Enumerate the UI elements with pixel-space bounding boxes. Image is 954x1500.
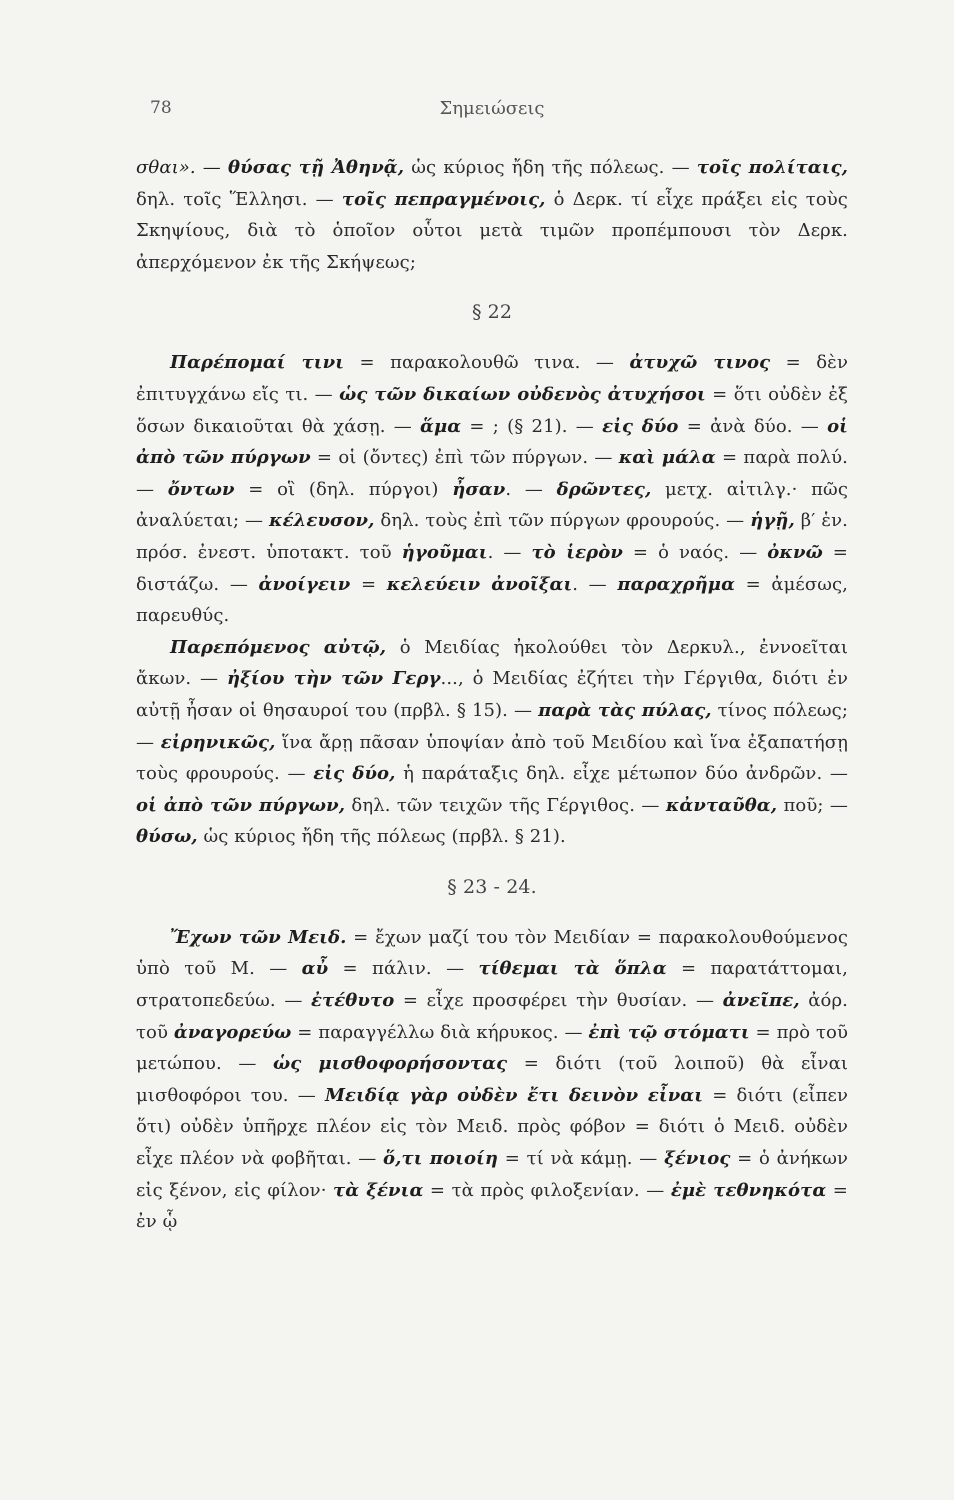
running-title: Σημειώσεις <box>439 98 545 119</box>
gloss-text: = ὅτι οὐδὲν ἐξ ὅσων δικαιοῦται θὰ χάσῃ. — <box>136 383 848 437</box>
paragraph <box>136 922 848 1238</box>
gloss-text: = τί νὰ κάμῃ. — <box>498 1148 665 1170</box>
gloss-text: = εἶχε προσφέρει τὴν θυσίαν. — <box>394 990 723 1012</box>
gloss-text: = οἳ (δηλ. πύργοι) <box>234 478 453 500</box>
lemma: τὸ ἱερὸν <box>531 541 623 563</box>
gloss-text: β′ ἑν. πρόσ. ἐνεστ. ὑποτακτ. τοῦ <box>136 510 848 563</box>
lemma: καὶ μάλα <box>618 447 716 469</box>
lemma: τοῖς πολίταις, <box>696 157 848 178</box>
lemma: κέλευσον, <box>269 510 375 532</box>
lemma: ἐπὶ τῷ στόματι <box>588 1021 750 1043</box>
lemma: παρὰ τὰς πύλας, <box>538 699 712 721</box>
lemma: ἠξίου τὴν τῶν Γεργ <box>226 668 441 690</box>
gloss-text: ..., ὁ Μειδίας ἐζήτει τὴν Γέργιθα, διότι ἐν αὐτῇ ἦσαν οἱ θησαυροί του (πρβλ. § 15). — <box>136 668 848 721</box>
lemma: ἅμα <box>420 415 462 437</box>
lemma: ἐμὲ τεθνηκότα <box>670 1179 827 1201</box>
lemma: Ἔχων τῶν Μειδ. <box>170 926 347 948</box>
lemma: Παρέπομαί τινι <box>170 352 344 374</box>
gloss-text: = ἀνὰ δύο. — <box>678 415 828 437</box>
lemma: εἰς δύο, <box>313 763 396 785</box>
lemma: ξένιος <box>664 1148 731 1170</box>
gloss-text: . — <box>572 573 618 595</box>
gloss-text: = οἱ (ὄντες) ἐπὶ τῶν πύργων. — <box>310 447 619 469</box>
section-heading: § 22 <box>471 301 513 324</box>
lemma: ὄντων <box>167 478 235 500</box>
lemma: ἡγῇ, <box>750 510 795 532</box>
lemma: ἦσαν <box>452 478 506 500</box>
paragraph <box>136 152 848 278</box>
lemma: κελεύειν ἀνοῖξαι <box>386 573 573 595</box>
gloss-text: ἀόρ. τοῦ <box>136 990 848 1043</box>
gloss-text: = ἐν ᾧ <box>136 1179 848 1233</box>
gloss-text: ὡς κύριος ἤδη τῆς πόλεως. — <box>404 157 697 178</box>
gloss-text: = διστάζω. — <box>136 541 848 595</box>
lemma: παραχρῆμα <box>617 573 736 595</box>
lemma: τὰ ξένια <box>333 1179 424 1201</box>
lemma: εἰς δύο <box>602 415 679 437</box>
lemma: εἰρηνικῶς, <box>160 731 276 753</box>
gloss-text: = δὲν ἐπιτυγχάνω εἴς τι. — <box>136 352 848 405</box>
gloss-text: = παρακολουθῶ τινα. — <box>344 352 630 374</box>
gloss-text: = παρὰ πολύ. — <box>136 447 848 500</box>
gloss-text: ὁ Μειδίας ἠκολούθει τὸν Δερκυλ., ἐννοεῖται ἄκων. — <box>136 636 849 690</box>
lemma: θύσας τῇ Ἀθηνᾷ, <box>228 157 405 178</box>
gloss-text: = ; (§ 21). — <box>461 415 603 437</box>
lemma: τίθεμαι τὰ ὅπλα <box>478 958 667 980</box>
gloss-text: = πρὸ τοῦ μετώπου. — <box>136 1021 849 1075</box>
section-heading: § 23 - 24. <box>447 875 537 898</box>
lemma: ἀνοίγειν <box>258 573 351 595</box>
lemma: ἐτέθυτο <box>311 990 395 1012</box>
lemma: τοῖς πεπραγμένοις, <box>341 188 546 210</box>
page-header <box>150 98 834 128</box>
lemma: ἀτυχῶ τινος <box>629 352 771 374</box>
lemma: κἀνταῦθα, <box>665 794 778 816</box>
gloss-text: = πάλιν. — <box>328 958 479 980</box>
gloss-text: . — <box>487 541 532 563</box>
lemma: θύσω, <box>136 826 198 848</box>
gloss-text: = ἔχων μαζί του τὸν Μειδίαν = παρακολουθούμενος ὑπὸ τοῦ Μ. — <box>136 926 848 980</box>
gloss-text: = τὰ πρὸς φιλοξενίαν. — <box>423 1179 671 1201</box>
gloss-text: τίνος πόλεως; — <box>136 699 848 753</box>
gloss-text: δηλ. τοὺς ἐπὶ τῶν πύργων φρουρούς. — <box>374 510 751 532</box>
lemma: ἡγοῦμαι <box>401 541 488 563</box>
gloss-text: ποῦ; — <box>777 794 848 816</box>
lemma: Μειδίᾳ γὰρ οὐδὲν ἔτι δεινὸν εἶναι <box>325 1084 704 1106</box>
lemma: οἱ ἀπὸ τῶν πύργων <box>136 415 848 469</box>
paragraph <box>136 347 848 631</box>
lemma: ἀνεῖπε, <box>722 990 800 1012</box>
lemma: οἱ ἀπὸ τῶν πύργων, <box>136 794 346 816</box>
italic-text: σθαι». — <box>136 157 229 178</box>
gloss-text: = παρατάττομαι, στρατοπεδεύω. — <box>136 958 848 1012</box>
lemma: δρῶντες, <box>556 478 652 500</box>
gloss-text: ὡς κύριος ἤδη τῆς πόλεως (πρβλ. § 21). <box>197 826 566 848</box>
lemma: ὡς μισθοφορήσοντας <box>273 1053 508 1075</box>
notes-body <box>136 152 848 1238</box>
lemma: ὅ,τι ποιοίη <box>383 1148 499 1170</box>
lemma: ὡς τῶν δικαίων οὐδενὸς ἀτυχήσοι <box>339 383 706 405</box>
gloss-text: ἡ παράταξις δηλ. εἶχε μέτωπον δύο ἀνδρῶν. — <box>395 763 848 785</box>
paragraph <box>136 632 848 853</box>
gloss-text: ἵνα ἄρῃ πᾶσαν ὑποψίαν ἀπὸ τοῦ Μειδίου καὶ ἵνα ἐξαπατήσῃ τοὺς φρουρούς. — <box>136 731 849 785</box>
lemma: ἀναγορεύω <box>173 1021 292 1043</box>
gloss-text: . — <box>505 478 557 500</box>
gloss-text: δηλ. τῶν τειχῶν τῆς Γέργιθος. — <box>345 794 666 816</box>
gloss-text: ὁ Δερκ. τί εἶχε πράξει εἰς τοὺς Σκηψίους, διὰ τὸ ὁποῖον οὗτοι μετὰ τιμῶν προπέμπουσι τὸν Δερκ. ἀπερχόμενον ἐκ τῆς Σκήψεως; <box>136 188 848 273</box>
gloss-text: μετχ. αἰτιλγ.· πῶς ἀναλύεται; — <box>136 478 849 532</box>
gloss-text: = <box>350 573 387 595</box>
page-number: 78 <box>150 98 172 118</box>
gloss-text: = διότι (εἶπεν ὅτι) οὐδὲν ὑπῆρχε πλέον εἰς τὸν Μειδ. πρὸς φόβον = διότι ὁ Μειδ. οὐδὲν εἶχε πλέον νὰ φοβῆται. — <box>136 1084 849 1170</box>
lemma: Παρεπόμενος αὐτῷ, <box>170 636 387 658</box>
gloss-text: = ἀμέσως, παρευθύς. <box>136 573 848 627</box>
gloss-text: δηλ. τοῖς Ἕλλησι. — <box>136 188 342 210</box>
gloss-text: = διότι (τοῦ λοιποῦ) θὰ εἶναι μισθοφόροι του. — <box>136 1053 848 1106</box>
gloss-text: = παραγγέλλω διὰ κήρυκος. — <box>291 1021 589 1043</box>
lemma: αὖ <box>301 958 329 980</box>
gloss-text: = ὁ ἀνήκων εἰς ξένον, εἰς φίλον· <box>136 1148 849 1201</box>
gloss-text: = ὁ ναός. — <box>622 541 768 563</box>
lemma: ὀκνῶ <box>767 541 823 563</box>
